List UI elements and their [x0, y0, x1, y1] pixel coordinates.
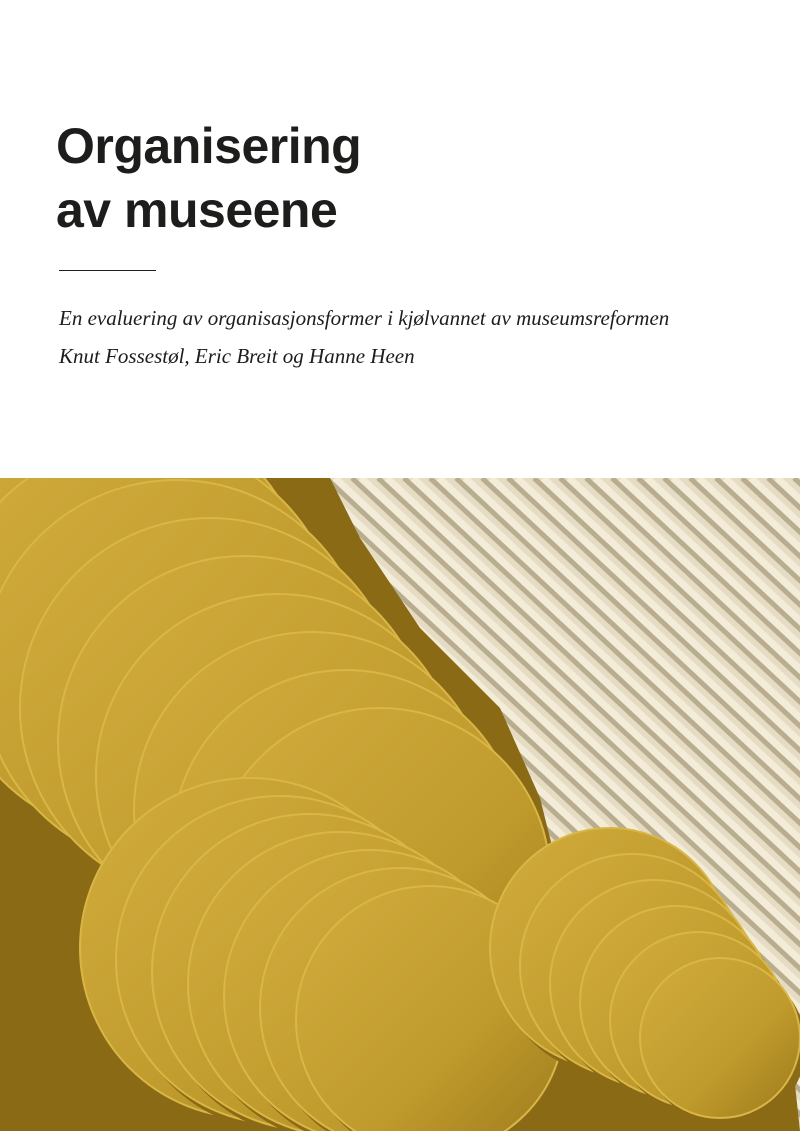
cover-authors: Knut Fossestøl, Eric Breit og Hanne Heen — [59, 344, 415, 368]
title-divider — [59, 270, 156, 271]
cover-title — [56, 114, 361, 242]
sculpture-disc — [640, 958, 800, 1118]
title-line-2: av museene — [56, 182, 338, 238]
cover-photo — [0, 478, 800, 1131]
title-line-1: Organisering — [56, 118, 362, 174]
cover-subtitle: En evaluering av organisasjonsformer i kjølvannet av museumsreformen — [59, 306, 670, 330]
sculpture-illustration — [0, 478, 800, 1131]
